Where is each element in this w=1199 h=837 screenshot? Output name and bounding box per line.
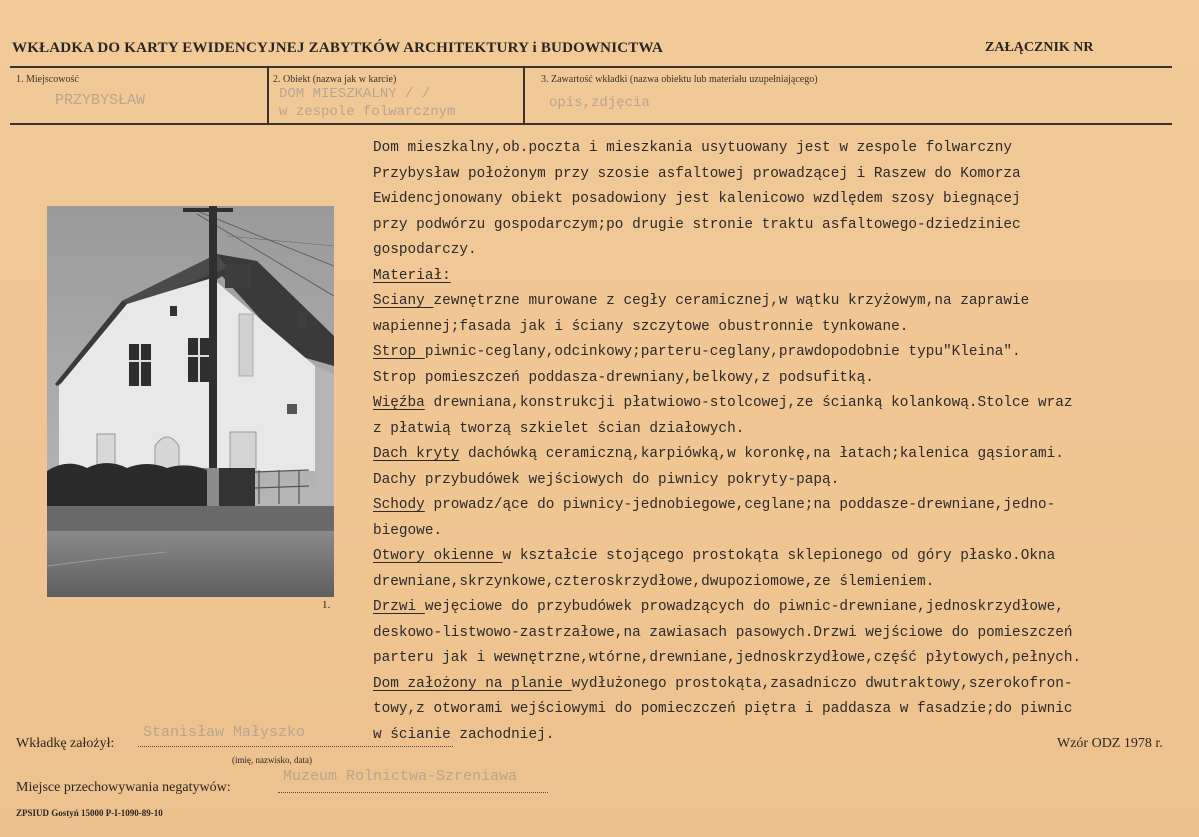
description-line <box>373 340 1199 366</box>
line-text: drewniane,skrzynkowe,czteroskrzydłowe,dwupoziomowe,ze ślemieniem. <box>373 573 935 590</box>
description-line <box>373 238 1199 264</box>
line-text: zewnętrzne murowane z cegły ceramicznej,w wątku krzyżowym,na zaprawie <box>433 293 1030 309</box>
line-text: piwnic-ceglany,odcinkowy;parteru-ceglany,prawdopodobnie typu"Kleina". <box>424 344 1021 360</box>
description-line <box>373 468 1199 494</box>
line-text: deskowo-listwowo-zastrzałowe,na zawiasach pasowych.Drzwi wejściowe do pomieszczeń <box>373 624 1073 641</box>
locality-label: 1. Miejscowość <box>16 74 79 85</box>
line-text: prowadz/ące do piwnicy-jednobiegowe,ceglane;na poddasze-drewniane,jedno- <box>424 497 1056 513</box>
line-text: drewniana,konstrukcji płatwiowo-stolcowej,ze ścianką kolankową.Stolce wraz <box>424 395 1073 411</box>
description-line <box>373 315 1199 341</box>
line-text: wydłużonego prostokąta,zasadniczo dwutraktowy,szerokofron- <box>571 675 1073 692</box>
section-heading: Dom założony na planie <box>373 675 572 692</box>
line-text: wapiennej;fasada jak i ściany szczytowe obustronnie tynkowane. <box>373 318 909 335</box>
description-line <box>373 519 1199 545</box>
section-heading: Otwory okienne <box>373 548 503 564</box>
storage-value: Muzeum Rolnictwa-Szreniawa <box>283 768 518 785</box>
locality-value: PRZYBYSŁAW <box>55 92 146 109</box>
line-text: wejęciowe do przybudówek prowadzących do piwnic-drewniane,jednoskrzydłowe, <box>424 599 1064 615</box>
description-line <box>373 544 1199 570</box>
line-text: parteru jak i wewnętrzne,wtórne,drewniane,jednoskrzydłowe,część płytowych,pełnych. <box>373 650 1082 666</box>
line-text: w ścianie zachodniej. <box>373 726 555 743</box>
line-text: Ewidencjonowany obiekt posadowiony jest kalenicowo wzdlędem szosy biegnącej <box>373 191 1021 207</box>
header-rule <box>10 66 1172 68</box>
author-label: Wkładkę założył: <box>16 736 115 751</box>
description-line <box>373 672 1199 698</box>
description-line <box>373 442 1199 468</box>
line-text: towy,z otworami wejściowymi do pomieczczeń piętra i paddasza w fasadzie;do piwnic <box>373 701 1073 717</box>
line-text: Strop pomieszczeń poddasza-drewniany,belkowy,z podsufitką. <box>373 369 874 386</box>
building-photo <box>47 206 334 597</box>
section-heading: Więźba <box>373 395 425 411</box>
line-text: dachówką ceramiczną,karpiówką,w koronkę,na łatach;kalenica gąsiorami. <box>459 446 1064 462</box>
object-value-line2: w zespole folwarcznym <box>279 104 456 120</box>
author-hint: (imię, nazwisko, data) <box>232 755 312 765</box>
attachment-label: ZAŁĄCZNIK NR <box>985 40 1094 55</box>
line-text: Dom mieszkalny,ob.poczta i mieszkania usytuowany jest w zespole folwarczny <box>373 140 1013 156</box>
description-line <box>373 213 1199 239</box>
description-line <box>373 493 1199 519</box>
description-line <box>373 697 1199 723</box>
card-title: WKŁADKA DO KARTY EWIDENCYJNEJ ZABYTKÓW ARCHITEKTURY i BUDOWNICTWA <box>12 40 664 56</box>
author-line <box>138 746 453 747</box>
description-line <box>373 595 1199 621</box>
description-line <box>373 570 1199 596</box>
storage-line <box>278 792 548 793</box>
line-text: Dachy przybudówek wejściowych do piwnicy pokryty-papą. <box>373 471 840 488</box>
line-text: w kształcie stojącego prostokąta sklepionego od góry płasko.Okna <box>502 548 1056 564</box>
printer-info: ZPSIUD Gostyń 15000 P-I-1090-89-10 <box>16 808 163 818</box>
description-line <box>373 366 1199 392</box>
line-text: z płatwią tworzą szkielet ścian działowych. <box>373 420 745 437</box>
line-text: biegowe. <box>373 522 443 539</box>
description-line <box>373 187 1199 213</box>
content-label: 3. Zawartość wkładki (nazwa obiektu lub materiału uzupełniającego) <box>541 74 818 85</box>
section-heading: Materiał: <box>373 267 451 284</box>
house-photo-illustration <box>47 206 334 597</box>
line-text: Przybysław położonym przy szosie asfaltowej prowadzącej i Raszew do Komorza <box>373 165 1021 182</box>
section-heading: Schody <box>373 497 425 513</box>
description-text <box>373 136 1199 748</box>
section-heading: Strop <box>373 344 425 360</box>
description-line <box>373 289 1199 315</box>
description-line <box>373 264 1199 290</box>
object-label: 2. Obiekt (nazwa jak w karcie) <box>273 74 397 85</box>
photo-caption-number: 1. <box>322 599 331 611</box>
description-line <box>373 391 1199 417</box>
description-line <box>373 136 1199 162</box>
section-heading: Drzwi <box>373 599 425 615</box>
description-line <box>373 621 1199 647</box>
form-version: Wzór ODZ 1978 r. <box>1057 736 1163 751</box>
field-divider-1 <box>267 67 269 123</box>
content-value: opis,zdjęcia <box>549 95 650 111</box>
description-line <box>373 646 1199 672</box>
line-text: przy podwórzu gospodarczym;po drugie stronie traktu asfaltowego-dziedziniec <box>373 216 1021 233</box>
field-divider-2 <box>523 67 525 123</box>
section-heading: Sciany <box>373 293 434 309</box>
description-line <box>373 417 1199 443</box>
object-value-line1: DOM MIESZKALNY / / <box>279 86 431 102</box>
author-value: Stanisław Małyszko <box>143 724 306 741</box>
fields-rule <box>10 123 1172 125</box>
line-text: gospodarczy. <box>373 242 477 258</box>
section-heading: Dach kryty <box>373 446 460 462</box>
description-line <box>373 162 1199 188</box>
storage-label: Miejsce przechowywania negatywów: <box>16 780 231 795</box>
